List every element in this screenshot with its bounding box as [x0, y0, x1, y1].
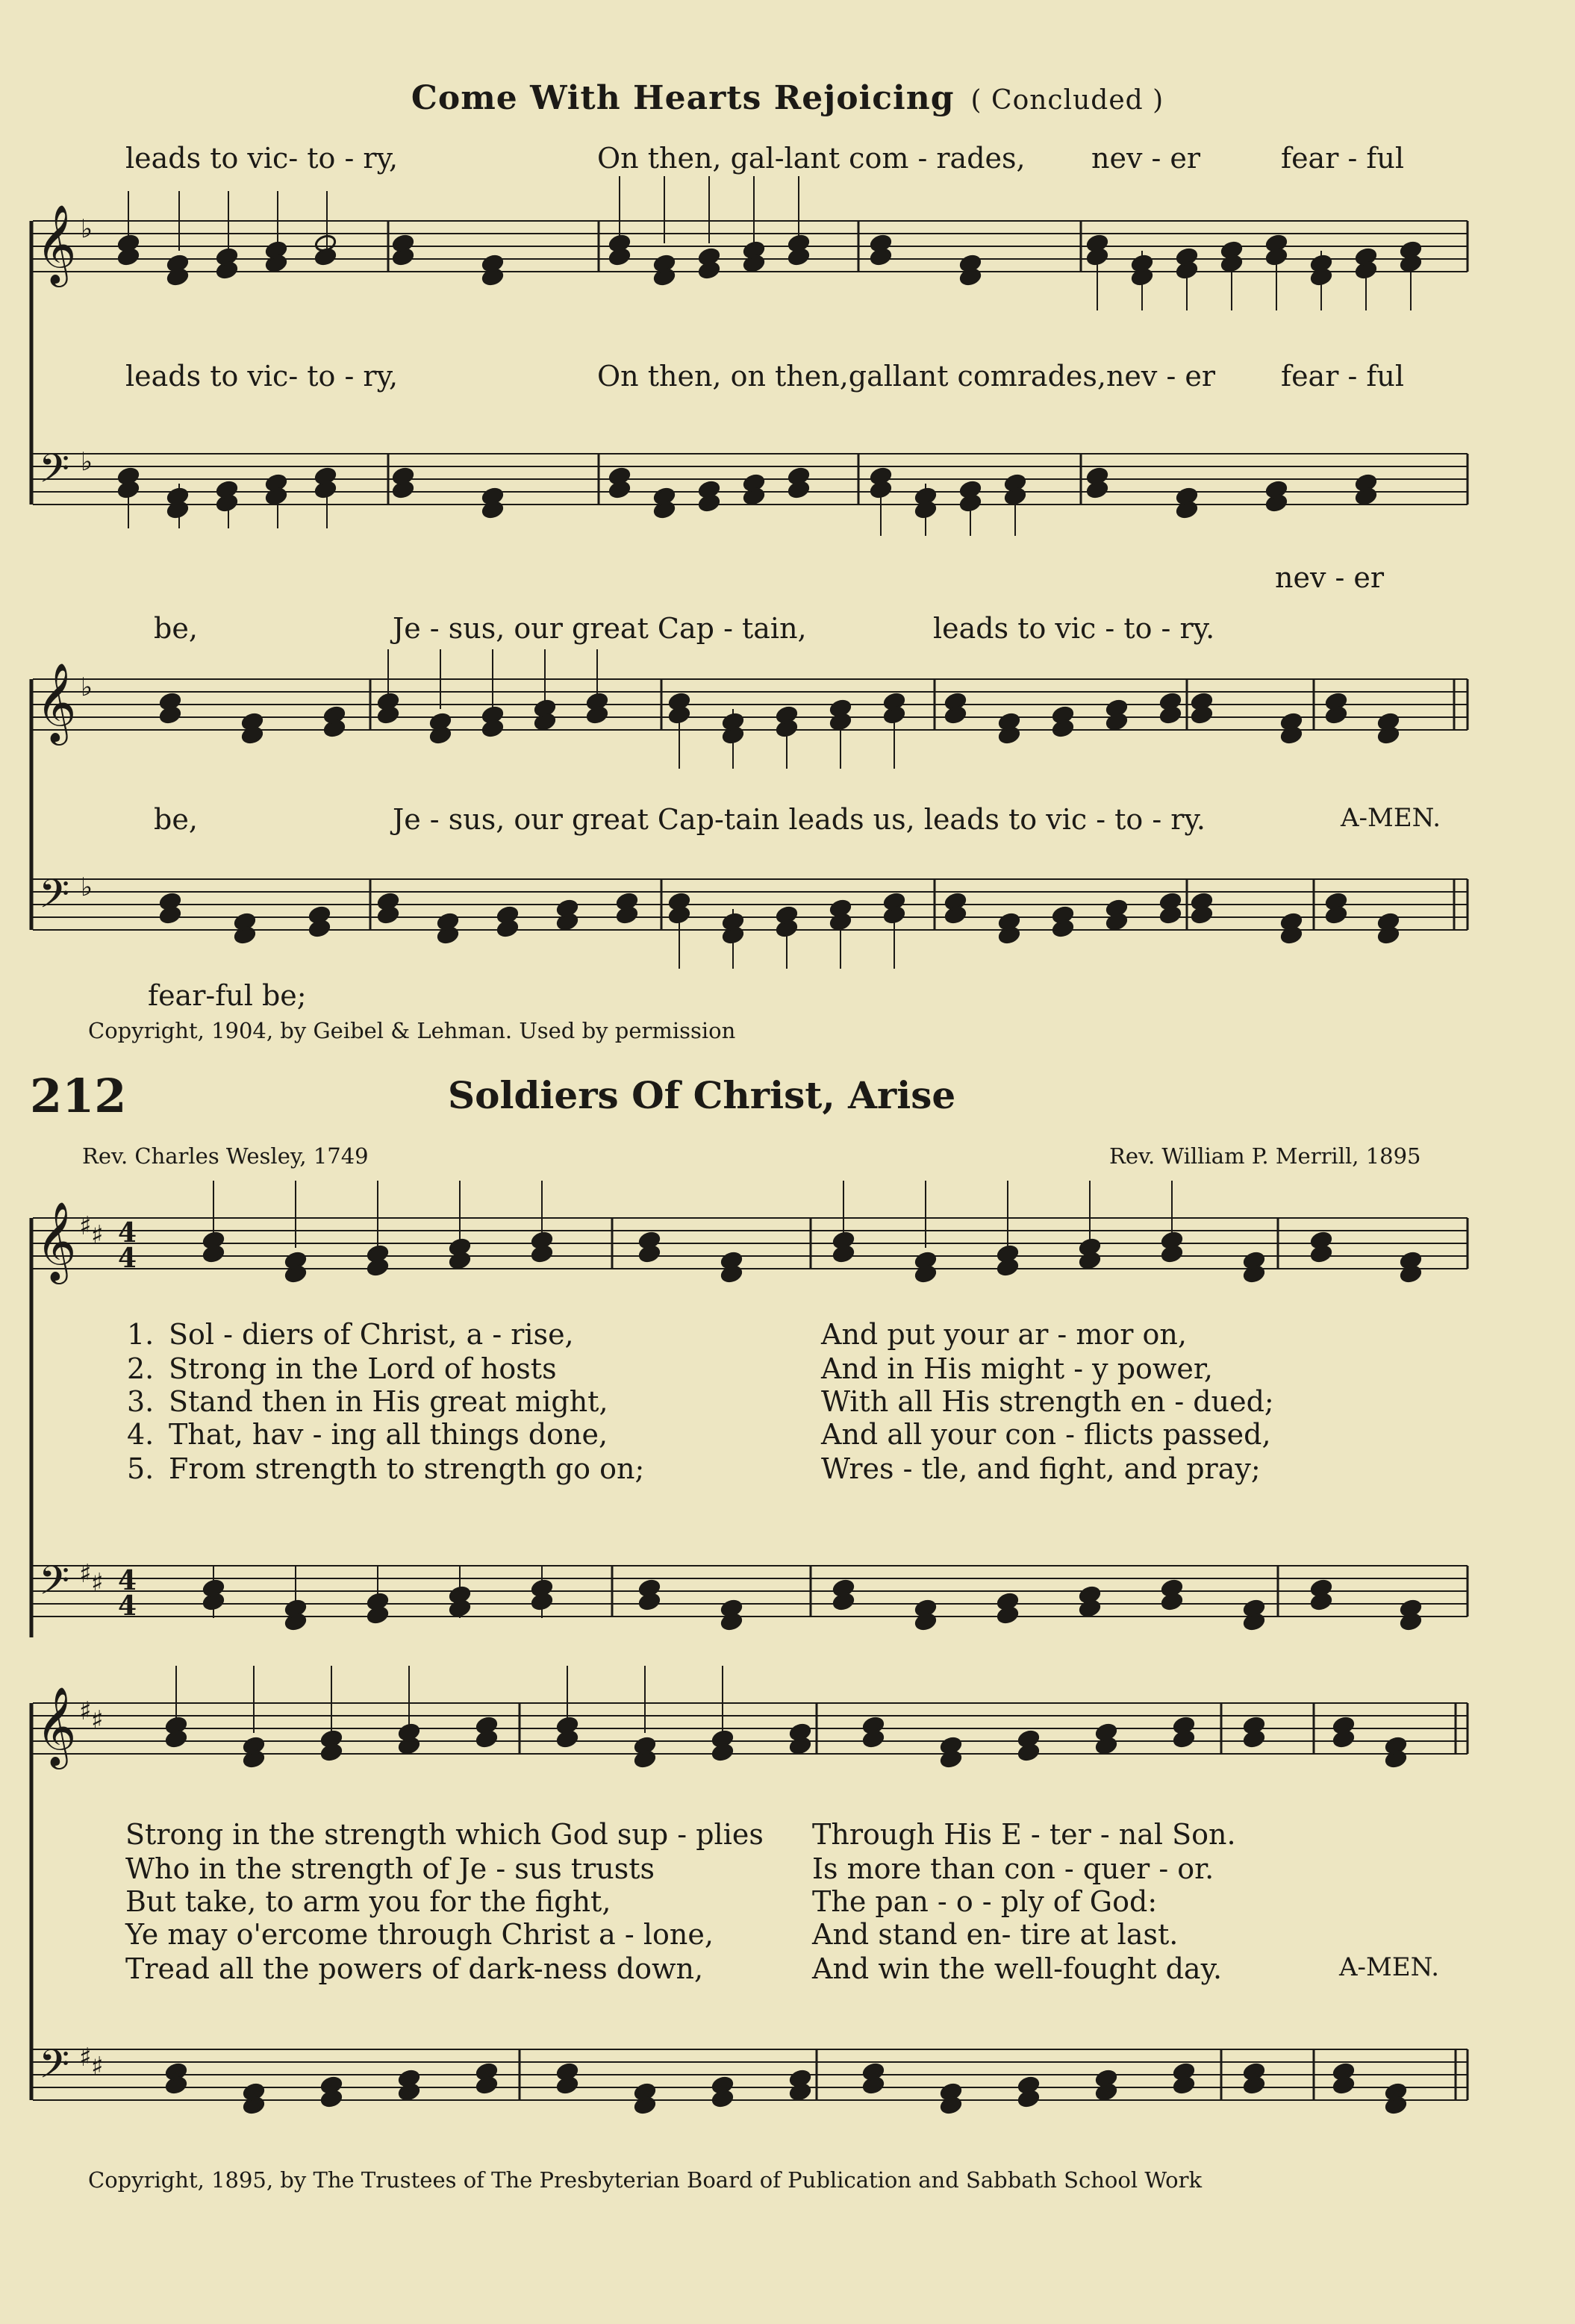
note-head	[314, 480, 337, 499]
amen-label: A-MEN.	[1341, 803, 1441, 833]
note-head	[166, 267, 190, 287]
note-head	[653, 500, 676, 519]
note-head	[789, 1736, 812, 1755]
note-head	[1325, 705, 1348, 725]
note-head	[1173, 2075, 1196, 2095]
key-signature-icon: ♯	[91, 1220, 104, 1250]
note-head	[1310, 1592, 1333, 1611]
key-signature-icon: ♯	[91, 2052, 104, 2081]
note-head	[789, 2082, 812, 2102]
note-head	[216, 493, 239, 513]
note-head	[556, 2075, 579, 2095]
note-head	[940, 1749, 963, 1769]
verse-text: But take, to arm you for the fight,	[125, 1885, 611, 1918]
note-head	[1095, 2082, 1118, 2102]
verse-text: Is more than con - quer - or.	[812, 1852, 1214, 1885]
hymn1-subtitle: ( Concluded )	[970, 85, 1164, 116]
note-head	[265, 254, 288, 273]
verse-text: And win the well-fought day.	[812, 1952, 1223, 1985]
note-head	[481, 267, 505, 287]
note-head	[159, 705, 182, 725]
note-head	[165, 2075, 188, 2095]
verse-text: Strong in the Lord of hosts	[169, 1352, 557, 1385]
hymn2-title: Soldiers Of Christ, Arise	[448, 1073, 956, 1117]
note-head	[1095, 1736, 1118, 1755]
note-head	[1265, 493, 1288, 513]
verse-text: Sol - diers of Christ, a - rise,	[169, 1318, 574, 1351]
note-head	[940, 2096, 963, 2115]
verse-text: Who in the strength of Je - sus trusts	[125, 1852, 655, 1885]
note-head	[788, 480, 811, 499]
verse-text: Tread all the powers of dark-ness down,	[125, 1952, 704, 1985]
note-head	[398, 2082, 421, 2102]
key-signature-icon: ♯	[79, 1211, 92, 1241]
lyric-line: On then, on then,gallant comrades,nev - er	[597, 360, 1216, 393]
note-head	[398, 1736, 421, 1755]
verse-text: The pan - o - ply of God:	[812, 1885, 1158, 1918]
note-head	[1017, 1743, 1041, 1762]
note-head	[1105, 912, 1129, 931]
hymn-number: 212	[30, 1069, 127, 1123]
time-signature: 4	[118, 1217, 137, 1249]
note-head	[367, 1258, 390, 1277]
note-head	[1086, 480, 1109, 499]
note-head	[743, 487, 766, 506]
note-head	[1191, 905, 1214, 925]
lyric-line: Je - sus, our great Cap - tain,	[393, 612, 807, 645]
note-head	[997, 1258, 1020, 1277]
note-head	[216, 260, 239, 280]
verse-text: And put your ar - mor on,	[821, 1318, 1187, 1351]
note-head	[634, 1749, 657, 1769]
verse-text: Through His E - ter - nal Son.	[812, 1818, 1236, 1851]
note-head	[1079, 1251, 1102, 1270]
note-head	[698, 260, 721, 280]
note-head	[166, 500, 190, 519]
lyric-line: be,	[154, 803, 198, 836]
amen-label: A-MEN.	[1339, 1952, 1440, 1982]
clef-icon: 𝄞	[36, 1201, 77, 1281]
clef-icon: 𝄢	[39, 872, 70, 927]
note-head	[1332, 1729, 1356, 1749]
note-head	[1161, 1592, 1184, 1611]
note-head	[788, 247, 811, 266]
note-head	[437, 925, 460, 945]
note-head	[320, 2089, 343, 2108]
key-signature-icon: ♭	[81, 872, 93, 902]
verse-text: Ye may o'ercome through Christ a - lone,	[125, 1918, 714, 1951]
time-signature: 4	[118, 1243, 137, 1274]
verse-text: And in His might - y power,	[821, 1352, 1213, 1385]
verse-text: 5.	[127, 1452, 155, 1485]
note-head	[1385, 2096, 1408, 2115]
verse-text: 4.	[127, 1418, 155, 1451]
note-head	[265, 487, 288, 506]
note-head	[1385, 1749, 1408, 1769]
note-head	[720, 1264, 743, 1284]
key-signature-icon: ♯	[79, 1559, 92, 1589]
hymn1-copyright: Copyright, 1904, by Geibel & Lehman. Used by permission	[88, 1018, 736, 1043]
clef-icon: 𝄢	[39, 2042, 70, 2097]
key-signature-icon: ♭	[81, 672, 93, 702]
note-head	[608, 247, 631, 266]
note-head	[1355, 487, 1378, 506]
clef-icon: 𝄞	[36, 204, 77, 284]
note-head	[234, 925, 257, 945]
note-head	[1159, 905, 1182, 925]
note-head	[998, 925, 1021, 945]
verse-text: 1.	[127, 1318, 155, 1351]
note-head	[284, 1264, 308, 1284]
note-head	[323, 719, 346, 738]
note-head	[743, 254, 766, 273]
note-head	[638, 1592, 661, 1611]
note-head	[320, 1743, 343, 1762]
note-head	[653, 267, 676, 287]
note-head	[711, 2089, 735, 2108]
note-head	[1280, 925, 1303, 945]
lyric-line: fear - ful	[1281, 142, 1405, 175]
note-head	[429, 725, 452, 745]
note-head	[556, 912, 579, 931]
lyric-line: fear - ful	[1281, 360, 1405, 393]
verse-text: With all His strength en - dued;	[821, 1385, 1274, 1418]
lyric-line: On then, gal-lant com - rades,	[597, 142, 1026, 175]
note-head	[1243, 1729, 1266, 1749]
note-head	[392, 480, 415, 499]
note-head	[998, 725, 1021, 745]
note-head	[870, 247, 893, 266]
note-head	[1017, 2089, 1041, 2108]
note-head	[944, 705, 967, 725]
key-signature-icon: ♯	[79, 2043, 92, 2072]
note-head	[608, 480, 631, 499]
note-head	[711, 1743, 735, 1762]
clef-icon: 𝄞	[36, 662, 77, 742]
note-head	[832, 1592, 855, 1611]
note-head	[638, 1244, 661, 1263]
hymn2-composer: Rev. William P. Merrill, 1895	[1109, 1143, 1421, 1169]
note-head	[914, 1264, 938, 1284]
note-head	[475, 1729, 499, 1749]
hymn2-author: Rev. Charles Wesley, 1749	[82, 1143, 369, 1169]
clef-icon: 𝄢	[39, 1558, 70, 1614]
hymn2-copyright: Copyright, 1895, by The Trustees of The Presbyterian Board of Publication and Sabbath School Work	[88, 2167, 1203, 2193]
lyric-line: leads to vic- to - ry,	[125, 142, 399, 175]
note-head	[1400, 1612, 1423, 1631]
note-head	[1191, 705, 1214, 725]
time-signature: 4	[118, 1590, 137, 1622]
verse-text: Stand then in His great might,	[169, 1385, 608, 1418]
time-signature: 4	[118, 1565, 137, 1596]
note-head	[944, 905, 967, 925]
lyric-line: nev - er	[1275, 561, 1385, 594]
key-signature-icon: ♭	[81, 214, 93, 244]
key-signature-icon: ♯	[91, 1705, 104, 1735]
note-head	[392, 247, 415, 266]
note-head	[314, 247, 337, 266]
note-head	[1400, 1264, 1423, 1284]
note-head	[1052, 919, 1075, 938]
verse-text: That, hav - ing all things done,	[169, 1418, 608, 1451]
verse-text: From strength to strength go on;	[169, 1452, 645, 1485]
key-signature-icon: ♯	[79, 1696, 92, 1726]
verse-text: Strong in the strength which God sup - plies	[125, 1818, 764, 1851]
verse-text: Wres - tle, and fight, and pray;	[821, 1452, 1261, 1485]
note-head	[475, 2075, 499, 2095]
note-head	[1377, 925, 1400, 945]
clef-icon: 𝄢	[39, 446, 70, 502]
note-head	[616, 905, 639, 925]
verse-text: And all your con - flicts passed,	[821, 1418, 1271, 1451]
note-head	[1243, 1264, 1266, 1284]
note-head	[377, 905, 400, 925]
hymn1-title	[0, 79, 1575, 117]
note-head	[481, 500, 505, 519]
note-head	[159, 905, 182, 925]
note-head	[1243, 1612, 1266, 1631]
verse-text: And stand en- tire at last.	[812, 1918, 1179, 1951]
lyric-line: nev - er	[1091, 142, 1201, 175]
note-head	[1176, 500, 1199, 519]
note-head	[720, 1612, 743, 1631]
note-head	[1243, 2075, 1266, 2095]
note-head	[959, 267, 982, 287]
verse-text: 3.	[127, 1385, 155, 1418]
hymn1-title-text: Come With Hearts Rejoicing	[411, 79, 955, 117]
note-head	[449, 1251, 472, 1270]
lyric-line: leads to vic - to - ry.	[933, 612, 1215, 645]
verse-text: 2.	[127, 1352, 155, 1385]
note-head	[862, 2075, 885, 2095]
note-head	[1079, 1599, 1102, 1618]
note-head	[1173, 1729, 1196, 1749]
note-head	[1325, 905, 1348, 925]
note-head	[914, 1612, 938, 1631]
note-head	[1105, 712, 1129, 731]
note-head	[308, 919, 331, 938]
note-head	[481, 719, 505, 738]
note-head	[534, 712, 557, 731]
lyric-line: Je - sus, our great Cap-tain leads us, leads to vic - to - ry.	[393, 803, 1206, 836]
lyric-line: leads to vic- to - ry,	[125, 360, 399, 393]
note-head	[241, 725, 264, 745]
note-head	[1159, 705, 1182, 725]
note-head	[243, 2096, 266, 2115]
note-head	[496, 919, 520, 938]
lyric-line: be,	[154, 612, 198, 645]
note-head	[862, 1729, 885, 1749]
key-signature-icon: ♯	[91, 1568, 104, 1598]
note-head	[1052, 719, 1075, 738]
lyric-line: fear-ful be;	[148, 979, 307, 1012]
note-head	[997, 1605, 1020, 1625]
note-head	[634, 2096, 657, 2115]
note-head	[1332, 2075, 1356, 2095]
key-signature-icon: ♭	[81, 447, 93, 477]
note-head	[1280, 725, 1303, 745]
note-head	[1310, 1244, 1333, 1263]
note-head	[243, 1749, 266, 1769]
note-head	[698, 493, 721, 513]
note-head	[1377, 725, 1400, 745]
clef-icon: 𝄞	[36, 1686, 77, 1766]
